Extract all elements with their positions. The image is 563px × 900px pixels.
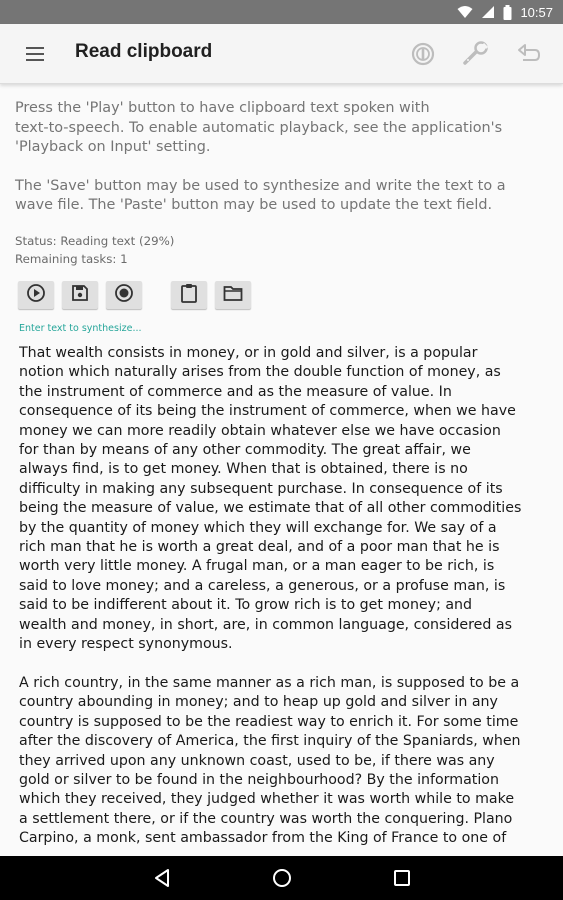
synthesis-text-input[interactable]	[19, 344, 552, 856]
play-button[interactable]	[18, 281, 54, 309]
description-paragraph: Press the 'Play' button to have clipboard text spoken with text-to-speech. To enable automatic playback, see the application's 'Playback on Input' setting.	[15, 100, 503, 156]
wrench-icon[interactable]	[462, 40, 490, 68]
paste-icon	[180, 283, 198, 307]
home-icon[interactable]	[271, 867, 293, 889]
play-icon	[26, 283, 46, 307]
navigation-bar	[0, 856, 563, 900]
app-bar	[0, 24, 563, 84]
stop-button[interactable]	[106, 281, 142, 309]
paste-button[interactable]	[171, 281, 207, 309]
folder-icon	[223, 284, 243, 306]
recents-icon[interactable]	[391, 867, 413, 889]
wifi-icon	[457, 5, 473, 19]
description-paragraph: The 'Save' button may be used to synthesize and write the text to a wave file. The 'Paste' button may be used to update the text field.	[15, 177, 506, 214]
signal-icon	[481, 5, 495, 19]
clock: 10:57	[520, 4, 553, 20]
battery-icon	[503, 5, 512, 20]
text-paragraph: That wealth consists in money, or in gold and silver, is a popular notion which naturally arises from the double function of money, as the instrument of commerce and as the measure of value. In consequence of its being the instrument of commerce, when we have money we can more readily obtain whatever else we have occasion for than by means of any other commodity. The great affair, we always find, is to get money. When that is obtained, there is no difficulty in making any subsequent purchase. In consequence of its being the measure of value, we estimate that of all other commodities by the quantity of money which they will exchange for. We say of a rich man that he is worth a great deal, and of a poor man that he is worth very little money. A frugal man, or a man eager to be rich, is said to love money; and a careless, a generous, or a profuse man, is said to be indifferent about it. To grow rich is to get money; and wealth and money, in short, are, in common language, considered as in every respect synonymous.	[19, 345, 522, 653]
save-icon	[71, 284, 89, 306]
text-field-hint: Enter text to synthesize...	[19, 323, 142, 334]
undo-icon[interactable]	[515, 40, 543, 68]
text-paragraph: A rich country, in the same manner as a rich man, is supposed to be a country abounding in money; and to heap up gold and silver in any country is supposed to be the readiest way to enrich it. For some time after the discovery of America, the first inquiry of the Spaniards, when they arrived upon any unknown coast, used to be, if there was any gold or silver to be found in the neighbourhood? By the information which they received, they judged whether it was worth while to make a settlement there, or if the country was worth the conquering. Plano Carpino, a monk, sent ambassador from the King of France to one of	[19, 675, 521, 847]
instructions	[15, 99, 550, 268]
save-button[interactable]	[62, 281, 98, 309]
open-folder-button[interactable]	[215, 281, 251, 309]
menu-icon[interactable]	[24, 43, 46, 65]
remaining-tasks-text: Remaining tasks: 1	[15, 251, 128, 266]
back-icon[interactable]	[152, 867, 174, 889]
playback-indicator-icon[interactable]	[409, 40, 437, 68]
stop-icon	[114, 283, 134, 307]
status-bar	[0, 0, 563, 24]
status-text: Status: Reading text (29%)	[15, 233, 175, 248]
page-title: Read clipboard	[75, 41, 213, 62]
